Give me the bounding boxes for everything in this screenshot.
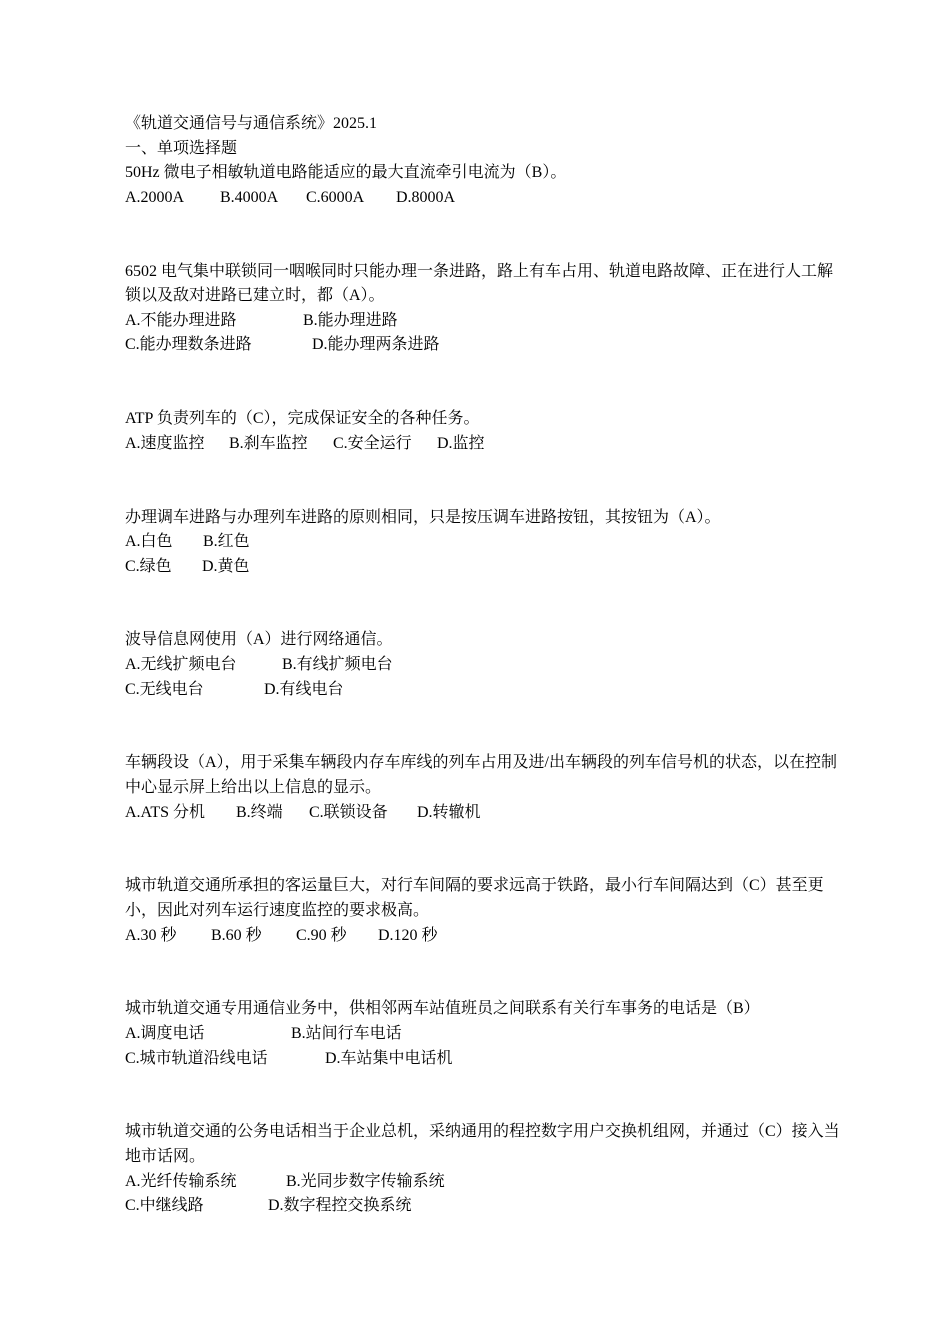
option-d: D.监控 (437, 434, 485, 452)
option-d: D.转辙机 (417, 803, 481, 821)
options-row (125, 678, 845, 703)
document-page (125, 112, 845, 1219)
question-5 (125, 628, 845, 702)
section-heading: 一、单项选择题 (125, 139, 238, 157)
option-b: B.能办理进路 (303, 311, 398, 329)
option-c: C.中继线路 (125, 1197, 204, 1215)
option-a: A.白色 (125, 533, 173, 551)
option-c: C.6000A (306, 188, 365, 206)
option-c: C.城市轨道沿线电话 (125, 1049, 268, 1067)
question-2 (125, 260, 845, 358)
options-row (125, 555, 845, 580)
option-b: B.60 秒 (211, 926, 262, 944)
question-text: 6502 电气集中联锁同一咽喉同时只能办理一条进路，路上有车占用、轨道电路故障、正在进行人工解锁以及敌对进路已建立时，都（A）。 (125, 262, 834, 305)
option-a: A.不能办理进路 (125, 311, 237, 329)
option-b: B.刹车监控 (229, 434, 308, 452)
options-row (125, 801, 845, 826)
document-title: 《轨道交通信号与通信系统》2025.1 (125, 115, 378, 132)
question-9 (125, 1120, 845, 1218)
option-a: A.光纤传输系统 (125, 1172, 237, 1190)
option-d: D.数字程控交换系统 (268, 1197, 412, 1215)
option-c: C.联锁设备 (309, 803, 388, 821)
option-b: B.红色 (203, 533, 250, 551)
options-row (125, 653, 845, 678)
option-b: B.终端 (236, 803, 283, 821)
question-text: 50Hz 微电子相敏轨道电路能适应的最大直流牵引电流为（B）。 (125, 164, 567, 182)
option-d: D.黄色 (202, 557, 250, 575)
options-row (125, 530, 845, 555)
question-6 (125, 751, 845, 825)
option-d: D.有线电台 (264, 680, 344, 698)
options-row (125, 1022, 845, 1047)
question-4 (125, 506, 845, 580)
option-d: D.8000A (396, 188, 456, 206)
options-row (125, 1170, 845, 1195)
option-a: A.2000A (125, 188, 185, 206)
option-b: B.站间行车电话 (291, 1024, 402, 1042)
option-a: A.无线扩频电台 (125, 656, 237, 674)
option-c: C.绿色 (125, 557, 172, 575)
options-row (125, 333, 845, 358)
question-7 (125, 874, 845, 948)
option-c: C.无线电台 (125, 680, 204, 698)
option-b: B.有线扩频电台 (282, 656, 393, 674)
option-a: A.ATS 分机 (125, 803, 206, 821)
option-a: A.速度监控 (125, 434, 205, 452)
option-a: A.30 秒 (125, 926, 177, 944)
question-8 (125, 997, 845, 1071)
options-row (125, 924, 845, 949)
question-text: 城市轨道交通的公务电话相当于企业总机，采纳通用的程控数字用户交换机组网，并通过（C）接入当地市话网。 (125, 1123, 840, 1165)
question-3 (125, 407, 845, 456)
option-a: A.调度电话 (125, 1024, 205, 1042)
option-d: D.车站集中电话机 (325, 1049, 453, 1067)
option-d: D.120 秒 (378, 926, 438, 944)
option-c: C.90 秒 (296, 926, 347, 944)
question-1 (125, 161, 845, 210)
question-text: 车辆段设（A），用于采集车辆段内存车库线的列车占用及进/出车辆段的列车信号机的状态，以在控制中心显示屏上给出以上信息的显示。 (125, 754, 838, 797)
options-row (125, 1047, 845, 1072)
question-text: 波导信息网使用（A）进行网络通信。 (125, 631, 393, 649)
option-b: B.光同步数字传输系统 (286, 1172, 445, 1190)
option-c: C.能办理数条进路 (125, 336, 252, 354)
options-row (125, 309, 845, 334)
options-row (125, 186, 845, 211)
question-text: 城市轨道交通专用通信业务中，供相邻两车站值班员之间联系有关行车事务的电话是（B） (125, 1000, 760, 1018)
option-d: D.能办理两条进路 (312, 336, 440, 354)
options-row (125, 1194, 845, 1219)
option-b: B.4000A (220, 188, 279, 206)
question-text: ATP 负责列车的（C），完成保证安全的各种任务。 (125, 410, 480, 428)
options-row (125, 432, 845, 457)
question-text: 办理调车进路与办理列车进路的原则相同，只是按压调车进路按钮，其按钮为（A）。 (125, 508, 721, 526)
option-c: C.安全运行 (333, 434, 412, 452)
question-text: 城市轨道交通所承担的客运量巨大，对行车间隔的要求远高于铁路，最小行车间隔达到（C）甚至更小，因此对列车运行速度监控的要求极高。 (125, 877, 824, 919)
